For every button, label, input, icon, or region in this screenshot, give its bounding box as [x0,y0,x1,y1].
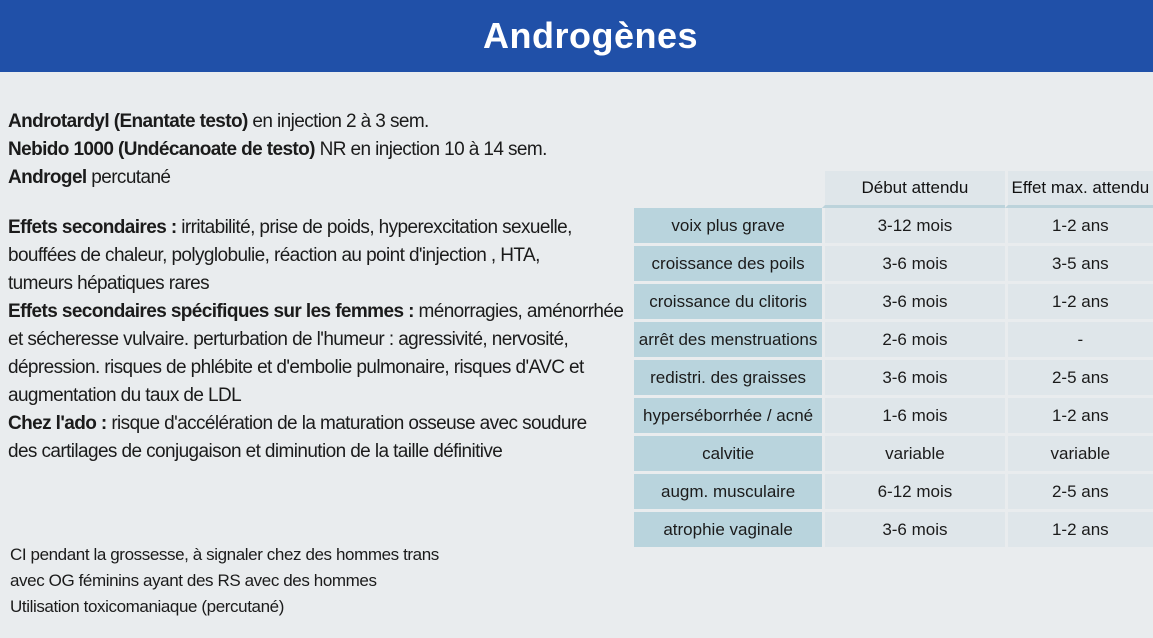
row-max: 1-2 ans [1005,208,1153,246]
row-start: variable [822,436,1004,474]
table-row [634,284,1153,322]
row-max: - [1005,322,1153,360]
contraindications [10,542,570,620]
table-row [634,246,1153,284]
table-row [634,398,1153,436]
info-text [8,108,628,466]
women-text: ménorragies, aménorrhée [413,301,624,322]
row-start: 2-6 mois [822,322,1004,360]
ado-text: risque d'accélération de la maturation osseuse avec soudure [106,413,587,434]
drug-name: Nebido 1000 (Undécanoate de testo) [8,139,315,160]
table-row [634,360,1153,398]
women-label: Effets secondaires spécifiques sur les femmes : [8,301,414,322]
row-label: arrêt des menstruations [634,322,822,360]
effects-line: bouffées de chaleur, polyglobulie, réaction au point d'injection , HTA, [8,245,540,266]
drug-line [8,108,628,136]
drug-detail: NR en injection 10 à 14 sem. [314,139,547,160]
ado-line: des cartilages de conjugaison et diminution de la taille définitive [8,441,503,462]
ci-line: Utilisation toxicomaniaque (percutané) [10,597,284,616]
row-max: variable [1005,436,1153,474]
women-line [8,298,628,326]
table-row [634,512,1153,550]
row-label: atrophie vaginale [634,512,822,550]
table-row [634,208,1153,246]
row-max: 3-5 ans [1005,246,1153,284]
women-line: augmentation du taux de LDL [8,385,242,406]
header-start: Début attendu [822,171,1004,208]
effects-line [8,214,628,242]
row-start: 6-12 mois [822,474,1004,512]
women-line: et sécheresse vulvaire. perturbation de l'humeur : agressivité, nervosité, [8,329,569,350]
table-row [634,474,1153,512]
drug-name: Androtardyl (Enantate testo) [8,111,248,132]
page-title: Androgènes [482,15,699,56]
header-blank [634,171,822,208]
row-start: 3-6 mois [822,512,1004,550]
row-label: calvitie [634,436,822,474]
ado-label: Chez l'ado : [8,413,107,434]
row-label: hyperséborrhée / acné [634,398,822,436]
drug-detail: en injection 2 à 3 sem. [247,111,429,132]
drug-detail: percutané [86,167,171,188]
row-max: 1-2 ans [1005,512,1153,550]
row-label: redistri. des graisses [634,360,822,398]
effects-timeline-table [634,171,1153,550]
row-start: 1-6 mois [822,398,1004,436]
row-label: croissance des poils [634,246,822,284]
header-max: Effet max. attendu [1005,171,1153,208]
row-max: 1-2 ans [1005,398,1153,436]
women-line: dépression. risques de phlébite et d'embolie pulmonaire, risques d'AVC et [8,357,584,378]
ci-line: CI pendant la grossesse, à signaler chez des hommes trans [10,545,439,564]
effects-line: tumeurs hépatiques rares [8,273,210,294]
row-start: 3-6 mois [822,360,1004,398]
row-label: augm. musculaire [634,474,822,512]
title-banner [0,0,1153,72]
drug-line [8,136,628,164]
effects-label: Effets secondaires : [8,217,177,238]
row-start: 3-12 mois [822,208,1004,246]
ado-line [8,410,628,438]
ci-line: avec OG féminins ayant des RS avec des hommes [10,571,377,590]
table-header-row [634,171,1153,208]
row-max: 1-2 ans [1005,284,1153,322]
table-row [634,436,1153,474]
row-label: croissance du clitoris [634,284,822,322]
spacer [8,192,628,214]
row-max: 2-5 ans [1005,474,1153,512]
row-label: voix plus grave [634,208,822,246]
table-row [634,322,1153,360]
drug-line [8,164,628,192]
row-max: 2-5 ans [1005,360,1153,398]
effects-text: irritabilité, prise de poids, hyperexcitation sexuelle, [176,217,572,238]
row-start: 3-6 mois [822,284,1004,322]
drug-name: Androgel [8,167,87,188]
row-start: 3-6 mois [822,246,1004,284]
